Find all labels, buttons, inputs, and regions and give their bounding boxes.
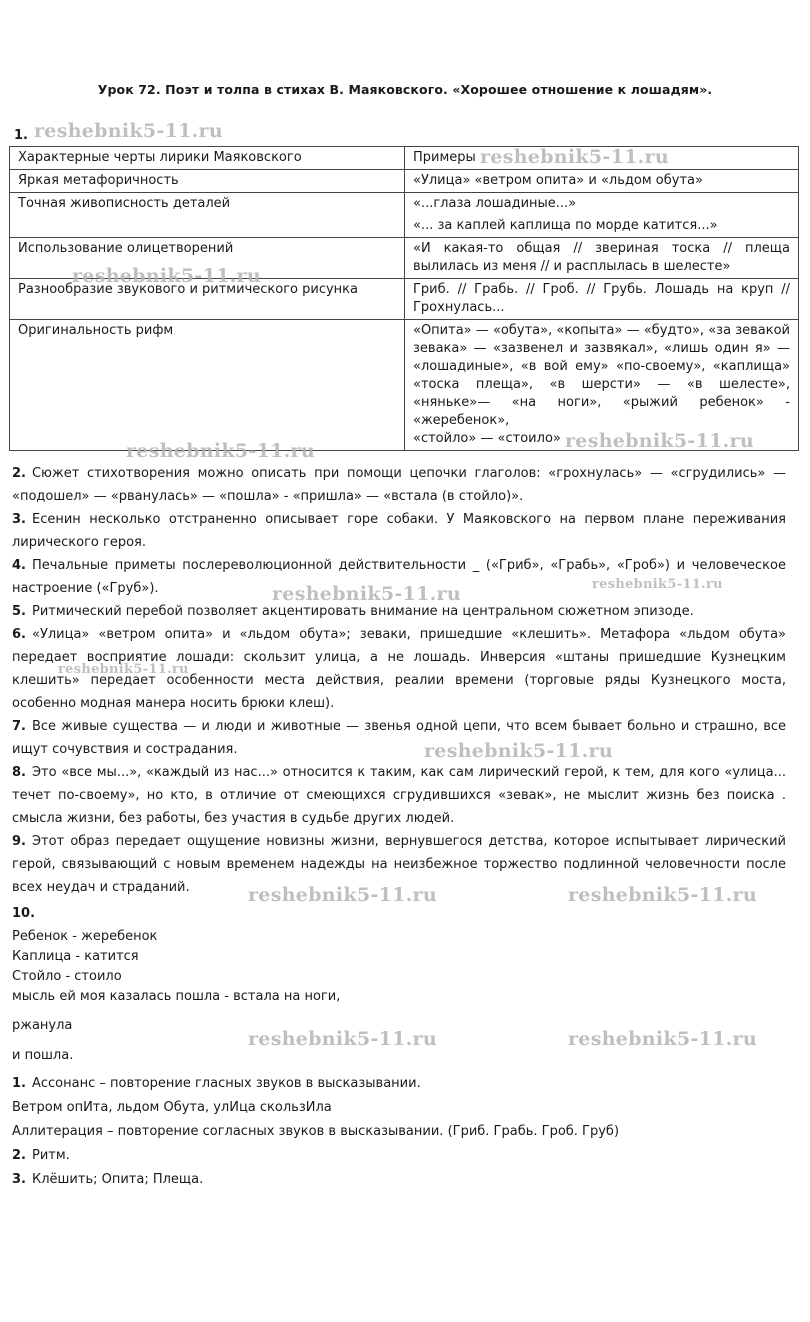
watermark: reshebnik5-11.ru <box>72 265 261 287</box>
header-examples: Примеры <box>405 147 799 170</box>
examples-cell <box>405 193 799 238</box>
task-10-sub <box>12 1072 619 1192</box>
examples-cell <box>405 238 799 279</box>
watermark: reshebnik5-11.ru <box>592 577 723 592</box>
rhyme-line: Стойло - стоило <box>12 969 122 984</box>
features-table <box>9 146 799 451</box>
task-10-number: 10. <box>12 906 36 921</box>
rhyme-line-ra: ржанула <box>12 1018 73 1033</box>
examples-cell <box>405 170 799 193</box>
watermark: reshebnik5-11.ru <box>248 884 437 906</box>
feature-cell: Точная живописность деталей <box>10 193 405 238</box>
rhyme-line: Ребенок - жеребенок <box>12 929 158 944</box>
answer-8: 8. Это «все мы...», «каждый из нас...» относится к таким, как сам лирический герой, к тем, для кого «улица... течет по-своему», но кто, в отличие от смеющихся сгрудившихся «зевак», не мыслит жизнь без поиска . смысла жизни, без работы, без участия в судьбе других людей. <box>12 765 786 826</box>
header-features: Характерные черты лирики Маяковского <box>10 147 405 170</box>
examples-cell <box>405 279 799 320</box>
sub-item: 3. Клёшить; Опита; Плеща. <box>12 1172 204 1187</box>
answer-4: 4. Печальные приметы послереволюционной действительности _ («Гриб», «Грабь», «Гроб») и человеческое настроение («Груб»). <box>12 558 786 596</box>
answer-5: 5. Ритмический перебой позволяет акцентировать внимание на центральном сюжетном эпизоде. <box>12 604 694 619</box>
feature-cell: Яркая метафоричность <box>10 170 405 193</box>
table-row <box>10 170 799 193</box>
answer-3: 3. Есенин несколько отстраненно описывает горе собаки. У Маяковского на первом плане переживания лирического героя. <box>12 512 786 550</box>
sub-item: Ветром опИта, льдом Обута, улИца скользИла <box>12 1100 332 1115</box>
watermark: reshebnik5-11.ru <box>568 1028 757 1050</box>
page-title: Урок 72. Поэт и толпа в стихах В. Маяковского. «Хорошее отношение к лошадям». <box>97 82 713 97</box>
example-line: «стойло» — «стоило» <box>413 431 561 446</box>
sub-item: 2. Ритм. <box>12 1148 70 1163</box>
watermark: reshebnik5-11.ru <box>480 146 669 168</box>
example-line: «...глаза лошадиные...» <box>413 196 577 211</box>
rhyme-line: Каплица - катится <box>12 949 139 964</box>
example-line: «... за каплей каплища по морде катится...» <box>413 218 718 233</box>
table-row <box>10 193 799 238</box>
feature-cell: Разнообразие звукового и ритмического рисунка <box>10 279 405 320</box>
watermark: reshebnik5-11.ru <box>248 1028 437 1050</box>
example-line: «Улица» «ветром опита» и «льдом обута» <box>413 173 703 188</box>
watermark: reshebnik5-11.ru <box>568 884 757 906</box>
sub-item: Аллитерация – повторение согласных звуков в высказывании. (Гриб. Грабь. Гроб. Груб) <box>12 1124 620 1139</box>
example-line: «Опита» — «обута», «копыта» — «будто», «за зевакой зевака» — «зазвенел и зазвякал», «лишь один я» — «лошадиные», «в вой ему» «по-своему», «каплища» «тоска плеща», «в шерсти» — «в шелесте», «няньке»— «на ноги», «рыжий ребенок» - «жеребенок», <box>413 323 790 428</box>
answer-2: 2. Сюжет стихотворения можно описать при помощи цепочки глаголов: «грохнулась» — «сгрудились» — «подошел» — «рванулась» — «пошла» - «пришла» — «встала (в стойло)». <box>12 466 786 504</box>
task-1-number: 1. <box>14 128 28 143</box>
rhyme-line: мысль ей моя казалась пошла - встала на ноги, <box>12 989 341 1004</box>
answer-9: 9. Этот образ передает ощущение новизны жизни, вернувшегося детства, которое испытывает лирический герой, связывающий с новым временем надежды на неизбежное торжество подлинной человечности после всех неудач и страданий. <box>12 834 786 895</box>
task-10-lines <box>12 927 340 1007</box>
answer-7: 7. Все живые существа — и люди и животные — звенья одной цепи, что всем бывает больно и страшно, все ищут сочувствия и сострадания. <box>12 719 786 757</box>
watermark: reshebnik5-11.ru <box>126 440 315 462</box>
watermark: reshebnik5-11.ru <box>272 583 461 605</box>
example-line: «И какая-то общая // звериная тоска // плеща вылилась из меня // и расплылась в шелесте» <box>413 241 790 274</box>
sub-item: 1. Ассонанс – повторение гласных звуков в высказывании. <box>12 1076 421 1091</box>
feature-cell: Оригинальность рифм <box>10 320 405 451</box>
answers-block <box>12 462 786 899</box>
feature-cell: Использование олицетворений <box>10 238 405 279</box>
example-line: Гриб. // Грабь. // Гроб. // Грубь. Лошадь на круп // Грохнулась... <box>413 282 790 315</box>
watermark: reshebnik5-11.ru <box>34 120 223 142</box>
watermark: reshebnik5-11.ru <box>565 430 754 452</box>
answer-6: 6. «Улица» «ветром опита» и «льдом обута»; зеваки, пришедшие «клешить». Метафора «льдом обута» передает восприятие лошади: скользит улица, а не лошадь. Инверсия «штаны пришедшие Кузнецким клешить» передает особенности места действия, реалии времени (торговые ряды Кузнецкого моста, особенно модная манера носить брюки клеш). <box>12 627 786 711</box>
table-header-row <box>10 147 799 170</box>
watermark: reshebnik5-11.ru <box>424 740 613 762</box>
watermark: reshebnik5-11.ru <box>58 662 189 677</box>
rhyme-line-poshla: и пошла. <box>12 1048 74 1063</box>
